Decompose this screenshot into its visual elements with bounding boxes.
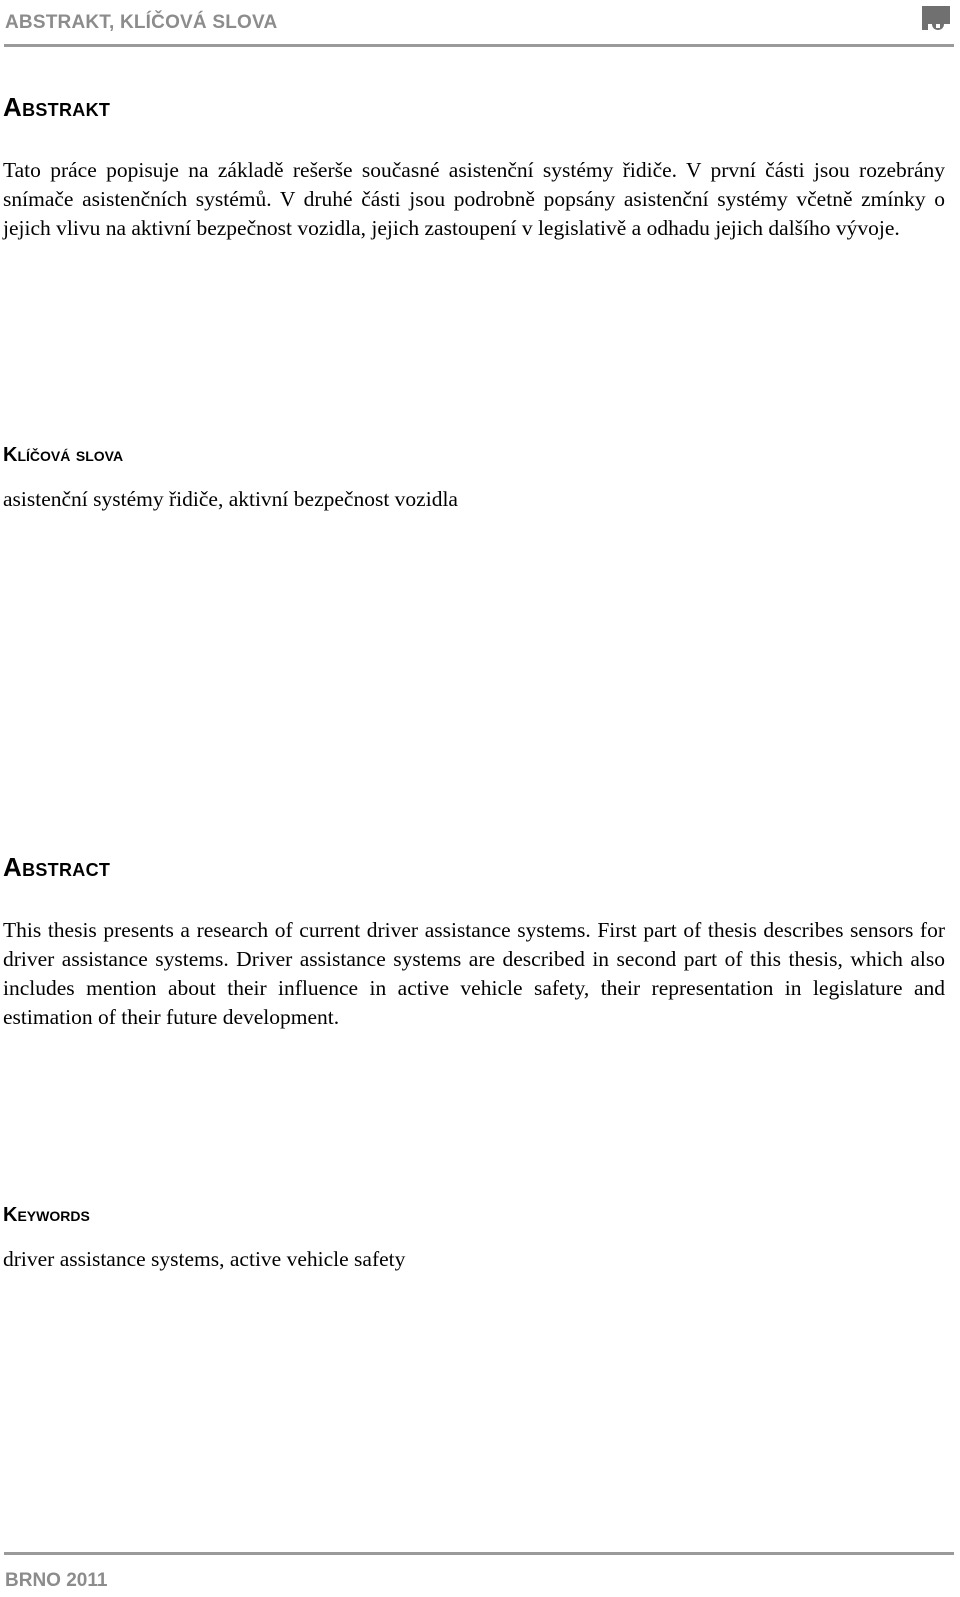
university-logo-icon — [920, 4, 952, 32]
abstrakt-heading: Abstrakt — [3, 92, 111, 122]
keywords-text: driver assistance systems, active vehicle safety — [3, 1247, 406, 1271]
keywords-heading: Keywords — [3, 1204, 90, 1226]
running-footer: BRNO 2011 — [5, 1570, 108, 1591]
abstract-heading: Abstract — [3, 852, 111, 882]
running-header: ABSTRAKT, KLÍČOVÁ SLOVA — [5, 12, 278, 33]
footer-rule — [4, 1552, 954, 1555]
header-rule — [4, 44, 954, 47]
klicova-slova-heading: Klíčová slova — [3, 444, 124, 466]
abstrakt-text: Tato práce popisuje na základě rešerše současné asistenční systémy řidiče. V první části jsou rozebrány snímače asistenčních systémů. V druhé části jsou podrobně popsány asistenční systémy včetně zmínky o jejich vlivu na aktivní bezpečnost vozidla, jejich zastoupení v legislativě a odhadu jejich dalšího vývoje. — [3, 158, 945, 240]
abstract-text: This thesis presents a research of current driver assistance systems. First part of thesis describes sensors for driver assistance systems. Driver assistance systems are described in second part of this thesis, which also includes mention about their influence in active vehicle safety, their representation in legislature and estimation of their future development. — [3, 918, 945, 1029]
klicova-slova-text: asistenční systémy řidiče, aktivní bezpečnost vozidla — [3, 487, 458, 511]
